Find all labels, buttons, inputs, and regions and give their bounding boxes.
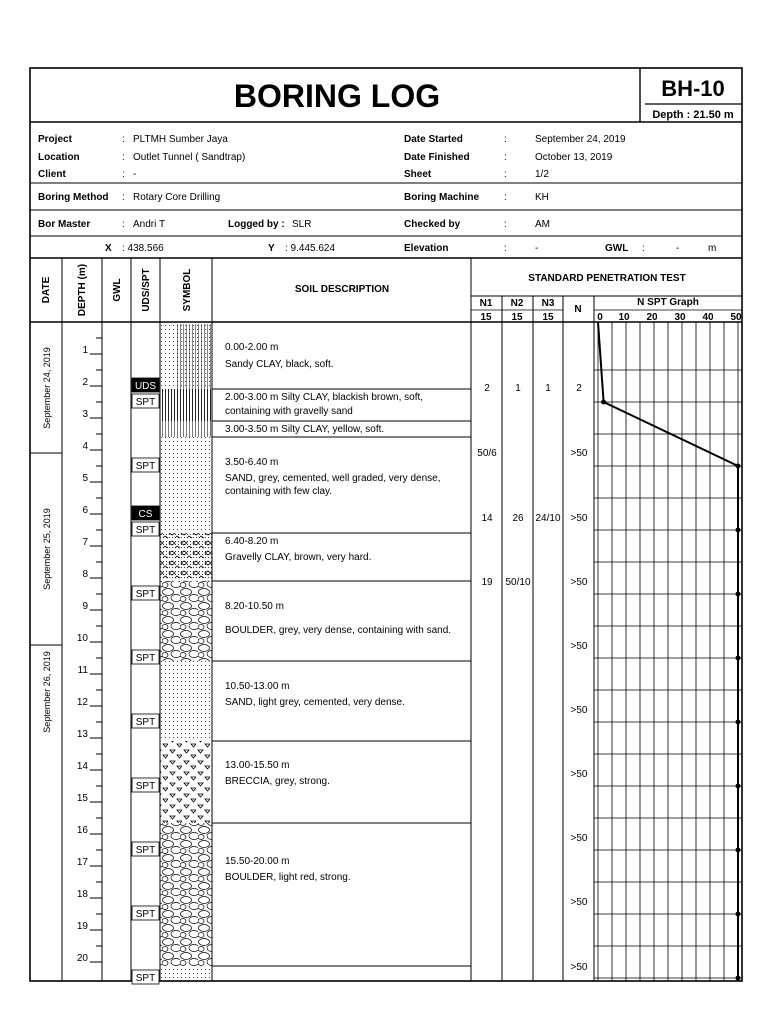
layer-range: 15.50-20.00 m: [225, 856, 290, 867]
checked-by-label: Checked by: [404, 219, 461, 230]
nspt-point: [736, 912, 741, 917]
x-label: X: [105, 243, 112, 254]
spt-n1: 19: [481, 577, 493, 588]
boring-machine-value: KH: [535, 192, 549, 203]
n1-blows: 15: [480, 312, 492, 323]
checked-by-value: AM: [535, 219, 550, 230]
spt-n2: 26: [512, 513, 524, 524]
depth-label: 3: [82, 409, 88, 420]
sample-spt: [132, 650, 159, 664]
layer-range: 0.00-2.00 m: [225, 342, 279, 353]
layer-range: 3.50-6.40 m: [225, 457, 279, 468]
col-desc-header: SOIL DESCRIPTION: [294, 284, 390, 295]
nspt-point: [601, 400, 606, 405]
depth-label: 10: [76, 633, 88, 644]
boring-machine-label: Boring Machine: [404, 192, 480, 203]
svg-text:SPT: SPT: [135, 717, 156, 728]
col-uds-header: UDS/SPT: [141, 268, 152, 312]
layer-range: 10.50-13.00 m: [225, 681, 290, 692]
svg-text:SPT: SPT: [135, 781, 156, 792]
spt-n1: 50/6: [477, 448, 497, 459]
n2-header: N2: [510, 298, 524, 309]
gwl-unit: m: [708, 243, 717, 254]
svg-text::: :: [504, 152, 507, 163]
depth-label: 5: [82, 473, 88, 484]
y-label: Y: [268, 243, 275, 254]
svg-text::: :: [504, 192, 507, 203]
svg-text:UDS: UDS: [134, 381, 157, 392]
svg-text::: :: [122, 192, 125, 203]
svg-text::: :: [122, 169, 125, 180]
sample-spt: [132, 458, 159, 472]
col-gwl-header: GWL: [112, 278, 123, 302]
layer-text: Sandy CLAY, black, soft.: [225, 359, 334, 370]
date-sep-25: September 25, 2019: [42, 508, 52, 590]
date-finished-label: Date Finished: [404, 152, 470, 163]
bor-master-label: Bor Master: [38, 219, 91, 230]
col-date-header: DATE: [41, 276, 52, 304]
date-sep-24: September 24, 2019: [42, 347, 52, 429]
nspt-point: [736, 656, 741, 661]
sheet-label: Sheet: [404, 169, 432, 180]
spt-n: >50: [570, 769, 588, 780]
layer-text: BOULDER, light red, strong.: [225, 872, 351, 883]
symbol-gravelly-clay: [160, 533, 212, 581]
layer-description: 2.00-3.00 m Silty CLAY, blackish brown, soft,: [225, 392, 424, 403]
spt-row: [571, 962, 588, 973]
layer-range: 13.00-15.50 m: [225, 760, 290, 771]
svg-text:SPT: SPT: [135, 973, 156, 984]
x-value: : 438.566: [122, 243, 164, 254]
depth-label: 17: [76, 857, 88, 868]
layer-text-cont: containing with few clay.: [225, 486, 333, 497]
spt-n: >50: [570, 962, 588, 973]
spt-n: >50: [570, 897, 588, 908]
depth-label: 12: [76, 697, 88, 708]
graph-tick-label: 0: [597, 312, 603, 323]
date-started-value: September 24, 2019: [535, 134, 626, 145]
boring-method-value: Rotary Core Drilling: [133, 192, 221, 203]
svg-text:CS: CS: [138, 509, 153, 520]
layer-range: 6.40-8.20 m: [225, 536, 279, 547]
col-depth-header: DEPTH (m): [77, 263, 88, 317]
symbol-silty-clay: [160, 389, 212, 421]
spt-row: [571, 705, 588, 716]
symbol-boulder-grey: [160, 581, 212, 661]
depth-label: 6: [82, 505, 88, 516]
spt-row: [571, 833, 588, 844]
svg-text::: :: [504, 243, 507, 254]
layer-range: 8.20-10.50 m: [225, 601, 284, 612]
spt-row: [571, 641, 588, 652]
sample-spt: [132, 906, 159, 920]
depth-label: 14: [76, 761, 88, 772]
n3-header: N3: [541, 298, 555, 309]
sample-spt: [132, 778, 159, 792]
nspt-point: [736, 976, 741, 981]
symbol-boulder-red: [160, 823, 212, 966]
depth-label: 20: [76, 953, 88, 964]
svg-text:SPT: SPT: [135, 461, 156, 472]
depth-label: 15: [76, 793, 88, 804]
n1-header: N1: [479, 298, 493, 309]
graph-tick-label: 40: [702, 312, 714, 323]
boring-method-label: Boring Method: [38, 192, 109, 203]
spt-row: [481, 513, 587, 524]
sample-cs: [132, 506, 159, 520]
svg-text::: :: [504, 219, 507, 230]
svg-text:SPT: SPT: [135, 653, 156, 664]
logged-by-value: SLR: [292, 219, 312, 230]
spt-n1: 14: [481, 513, 493, 524]
spt-row: [481, 577, 587, 588]
depth-label: 11: [77, 665, 88, 676]
spt-n2: 1: [515, 383, 521, 394]
spt-n3: 1: [545, 383, 551, 394]
location-value: Outlet Tunnel ( Sandtrap): [133, 152, 246, 163]
layer-text: SAND, grey, cemented, well graded, very dense,: [225, 473, 441, 484]
spt-n: >50: [570, 513, 588, 524]
depth-label: 19: [76, 921, 88, 932]
borehole-depth: Depth : 21.50 m: [652, 109, 734, 121]
layer-text: BOULDER, grey, very dense, containing with sand.: [225, 625, 452, 636]
bor-master-value: Andri T: [133, 219, 166, 230]
n3-blows: 15: [542, 312, 554, 323]
depth-label: 1: [82, 345, 88, 356]
svg-text::: :: [642, 243, 645, 254]
depth-label: 9: [82, 601, 88, 612]
project-value: PLTMH Sumber Jaya: [133, 134, 228, 145]
svg-text::: :: [122, 219, 125, 230]
sample-spt: [132, 842, 159, 856]
svg-text:SPT: SPT: [135, 845, 156, 856]
symbol-sand-light: [160, 661, 212, 741]
spt-row: [571, 769, 588, 780]
y-value: : 9.445.624: [285, 243, 336, 254]
col-symbol-header: SYMBOL: [182, 268, 193, 312]
nspt-point: [736, 528, 741, 533]
nspt-point: [736, 720, 741, 725]
date-sep-26: September 26, 2019: [42, 651, 52, 733]
spt-n: >50: [570, 577, 588, 588]
date-started-label: Date Started: [404, 134, 463, 145]
symbol-silty-clay-yellow: [160, 421, 212, 437]
depth-label: 13: [76, 729, 88, 740]
spt-n2: 50/10: [505, 577, 531, 588]
client-label: Client: [38, 169, 66, 180]
spt-n: 2: [576, 383, 582, 394]
borehole-id: BH-10: [661, 76, 725, 101]
depth-label: 2: [82, 377, 88, 388]
svg-text:SPT: SPT: [135, 909, 156, 920]
sample-spt: [132, 394, 159, 408]
svg-text::: :: [504, 169, 507, 180]
spt-n: >50: [570, 641, 588, 652]
project-label: Project: [38, 134, 72, 145]
layer-description-cont: containing with gravelly sand: [225, 406, 353, 417]
logged-by-label: Logged by :: [228, 219, 285, 230]
depth-label: 4: [82, 441, 88, 452]
symbol-column: [160, 324, 212, 980]
graph-tick-label: 30: [674, 312, 686, 323]
location-label: Location: [38, 152, 80, 163]
svg-text::: :: [122, 134, 125, 145]
n-header: N: [574, 304, 582, 315]
symbol-bottom: [160, 966, 212, 980]
depth-label: 18: [76, 889, 88, 900]
depth-label: 8: [82, 569, 88, 580]
gwl-label: GWL: [605, 243, 629, 254]
nspt-point: [736, 784, 741, 789]
graph-tick-label: 20: [646, 312, 658, 323]
symbol-breccia: [160, 741, 212, 823]
spt-header: STANDARD PENETRATION TEST: [528, 273, 686, 284]
depth-label: 16: [76, 825, 88, 836]
layer-text: SAND, light grey, cemented, very dense.: [225, 697, 405, 708]
svg-text:SPT: SPT: [135, 589, 156, 600]
graph-tick-label: 50: [730, 312, 742, 323]
spt-n1: 2: [484, 383, 490, 394]
graph-header: N SPT Graph: [637, 297, 699, 308]
layer-text: BRECCIA, grey, strong.: [225, 776, 330, 787]
gwl-value: -: [676, 243, 680, 254]
svg-text:SPT: SPT: [135, 397, 156, 408]
svg-text::: :: [122, 152, 125, 163]
svg-text:SPT: SPT: [135, 525, 156, 536]
sample-spt: [132, 586, 159, 600]
n2-blows: 15: [511, 312, 523, 323]
spt-n3: 24/10: [535, 513, 561, 524]
sample-spt: [132, 970, 159, 984]
sample-spt: [132, 714, 159, 728]
depth-label: 7: [82, 537, 88, 548]
spt-n: >50: [570, 705, 588, 716]
nspt-point: [736, 464, 741, 469]
nspt-point: [736, 848, 741, 853]
page-title: BORING LOG: [233, 78, 441, 114]
nspt-point: [736, 592, 741, 597]
date-finished-value: October 13, 2019: [535, 152, 613, 163]
client-value: -: [133, 169, 137, 180]
symbol-sandy-clay-lines: [175, 324, 212, 389]
layer-text: Gravelly CLAY, brown, very hard.: [225, 552, 372, 563]
symbol-sand: [160, 437, 212, 533]
elevation-value: -: [535, 243, 539, 254]
spt-n: >50: [570, 448, 588, 459]
layer-description: 3.00-3.50 m Silty CLAY, yellow, soft.: [225, 424, 385, 435]
spt-row: [571, 897, 588, 908]
sheet-value: 1/2: [535, 169, 549, 180]
spt-n: >50: [570, 833, 588, 844]
graph-tick-label: 10: [618, 312, 630, 323]
sample-spt: [132, 522, 159, 536]
sample-uds: [132, 378, 159, 392]
elevation-label: Elevation: [404, 243, 449, 254]
svg-text::: :: [504, 134, 507, 145]
